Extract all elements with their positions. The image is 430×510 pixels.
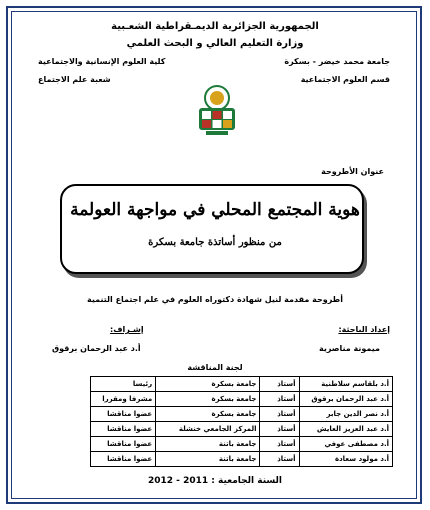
table-row	[91, 452, 393, 467]
university-name: جامعة محمد خيضر - بسكرة	[284, 57, 390, 66]
prepared-by-label: إعداد الباحثة:	[338, 325, 390, 334]
member-institution: جامعة بسكرة	[156, 377, 260, 392]
member-name: أ.د بلقاسم سلاطنية	[299, 377, 392, 392]
committee-label: لجنة المناقشة	[187, 363, 243, 372]
member-role: عضوا مناقشا	[91, 422, 156, 437]
member-rank: أستاذ	[260, 392, 299, 407]
table-row	[91, 437, 393, 452]
member-name: أ.د مصطفى عوفي	[299, 437, 392, 452]
member-name: أ.د عبد العزيز العايش	[299, 422, 392, 437]
thesis-title-label: عنوان الأطروحة	[321, 167, 384, 176]
member-rank: أستاذ	[260, 422, 299, 437]
member-role: عضوا مناقشا	[91, 452, 156, 467]
member-rank: أستاذ	[260, 407, 299, 422]
table-row	[91, 377, 393, 392]
academic-year: السنة الجامعية : 2011 - 2012	[147, 476, 282, 486]
member-rank: أستاذ	[260, 377, 299, 392]
student-name: ميمونة مناصرية	[318, 344, 380, 353]
thesis-subtitle: من منظور أساتذة جامعة بسكرة	[148, 237, 282, 248]
member-role: مشرفا ومقررا	[91, 392, 156, 407]
degree-statement: أطروحة مقدمة لنيل شهادة دكتوراه العلوم في علم اجتماع التنمية	[87, 295, 343, 304]
ministry-heading: وزارة التعليم العالي و البحث العلمي	[126, 38, 304, 49]
department-name: قسم العلوم الاجتماعية	[300, 75, 390, 84]
university-emblem-icon	[194, 84, 240, 136]
member-institution: جامعة باتنة	[156, 437, 260, 452]
member-institution: جامعة باتنة	[156, 452, 260, 467]
table-row	[91, 392, 393, 407]
supervisor-name: أ.د عبد الرحمان برقوق	[52, 344, 141, 353]
member-role: عضوا مناقشا	[91, 437, 156, 452]
member-institution: جامعة بسكرة	[156, 392, 260, 407]
member-institution: المركز الجامعي خنشلة	[156, 422, 260, 437]
supervision-label: إشـراف:	[110, 325, 144, 334]
member-name: أ.د مولود سعادة	[299, 452, 392, 467]
branch-name: شعبة علم الاجتماع	[38, 75, 111, 84]
republic-heading: الجمهورية الجزائرية الديمـقراطية الشعـبية	[111, 21, 319, 32]
committee-table	[90, 376, 393, 467]
member-role: عضوا مناقشا	[91, 407, 156, 422]
thesis-title: هوية المجتمع المحلي في مواجهة العولمة	[70, 200, 360, 220]
member-rank: أستاذ	[260, 437, 299, 452]
member-role: رئيسا	[91, 377, 156, 392]
member-rank: أستاذ	[260, 452, 299, 467]
member-name: أ.د نصر الدين جابر	[299, 407, 392, 422]
faculty-name: كلية العلوم الإنسانية والاجتماعية	[38, 57, 166, 66]
member-name: أ.د عبد الرحمان برقوق	[299, 392, 392, 407]
table-row	[91, 407, 393, 422]
table-row	[91, 422, 393, 437]
member-institution: جامعة بسكرة	[156, 407, 260, 422]
title-box	[60, 184, 364, 274]
